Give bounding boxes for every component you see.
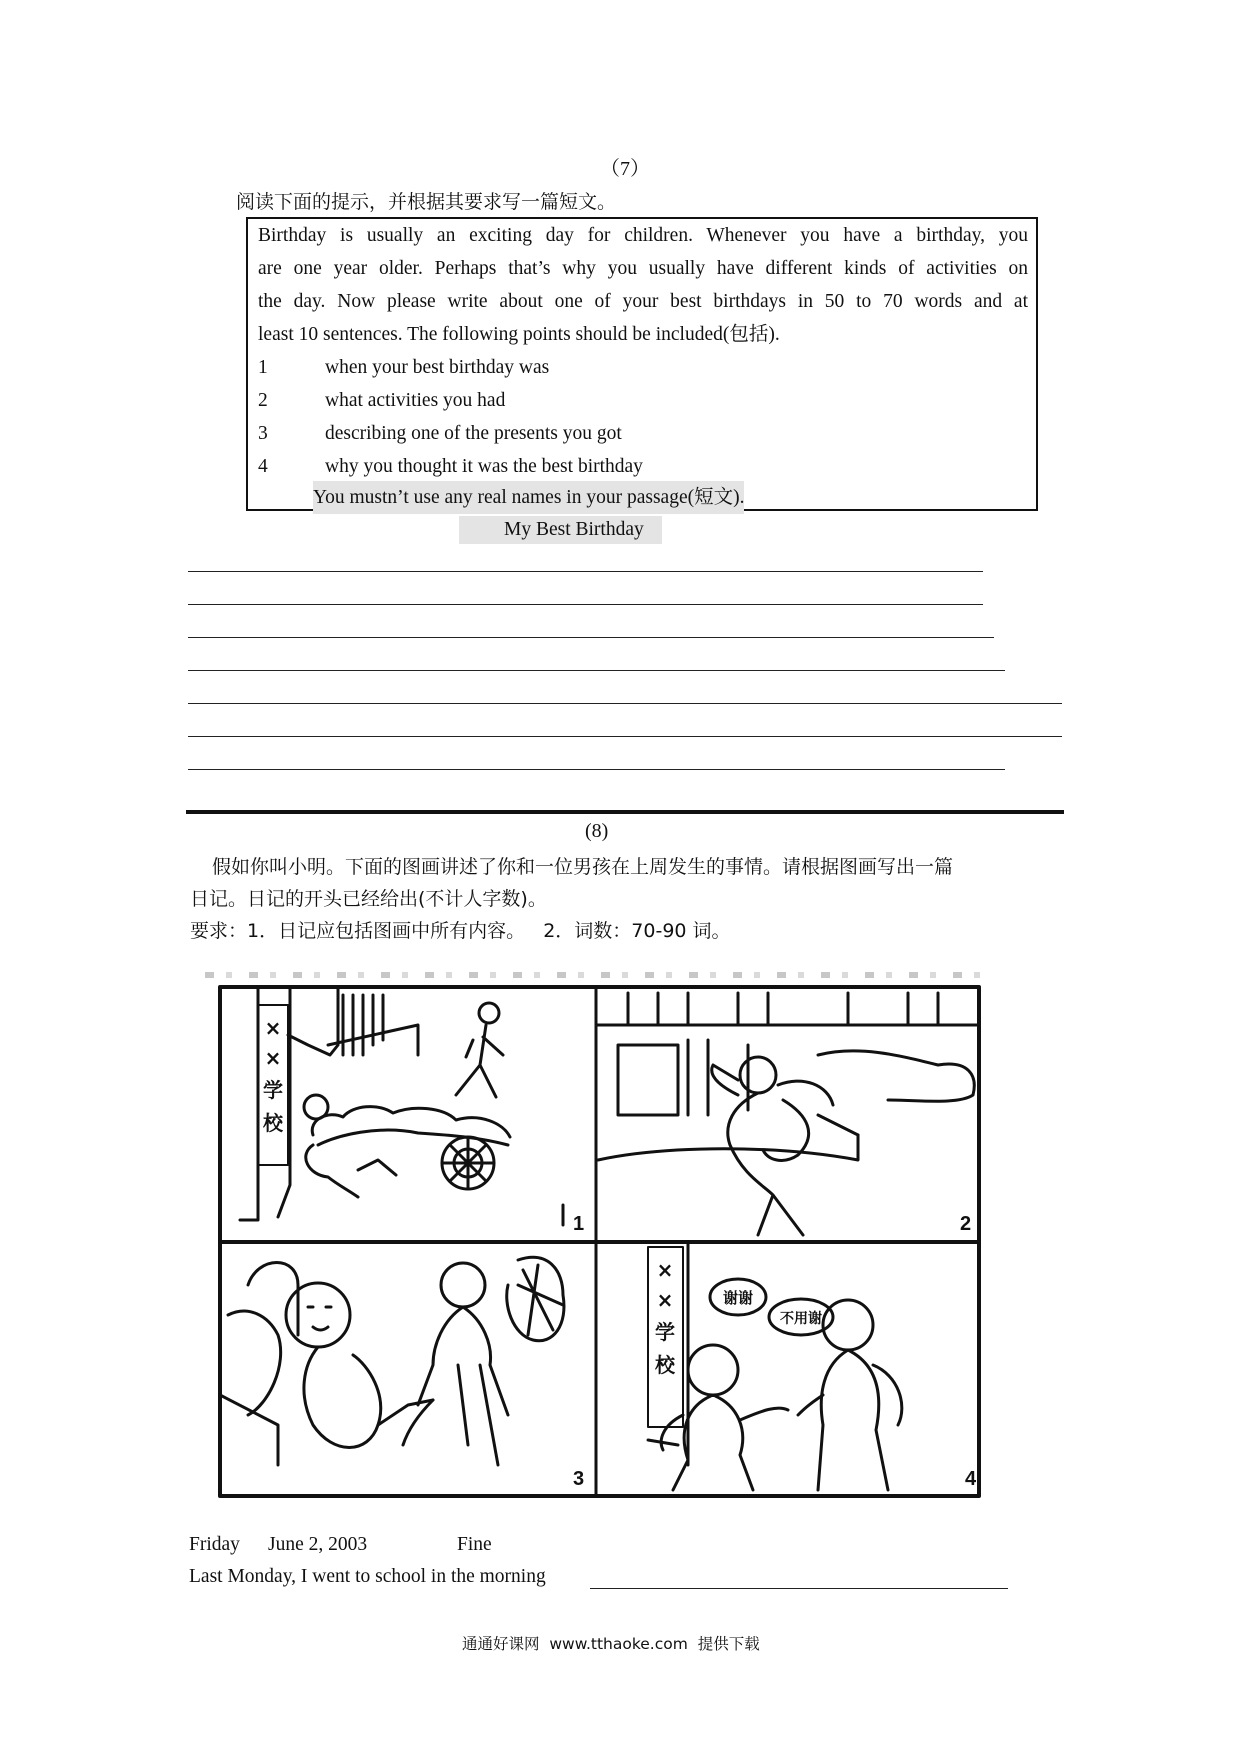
panel-3 bbox=[220, 1257, 564, 1465]
point-number: 2 bbox=[258, 390, 268, 411]
sign-char: × bbox=[264, 1016, 282, 1040]
writing-line bbox=[188, 703, 1062, 704]
section-8-requirements: 要求：1．日记应包括图画中所有内容。 2．词数：70-90 词。 bbox=[190, 920, 731, 942]
writing-line bbox=[188, 571, 983, 572]
writing-line bbox=[188, 637, 994, 638]
writing-line bbox=[188, 670, 1005, 671]
prompt-line-2: are one year older. Perhaps that’s why you usually have different kinds of activities on bbox=[258, 258, 1028, 279]
sign-char: 校 bbox=[263, 1111, 283, 1135]
prompt-line-1: Birthday is usually an exciting day for children. Whenever you have a birthday, you bbox=[258, 225, 1028, 246]
prompt-box bbox=[246, 217, 1038, 511]
panel-number: 2 bbox=[960, 1213, 972, 1235]
panel-number: 3 bbox=[573, 1468, 585, 1490]
sign-char: 校 bbox=[655, 1353, 675, 1377]
page-footer: 通通好课网 www.tthaoke.com 提供下载 bbox=[462, 1635, 760, 1653]
speech-bubble-reply: 不用谢 bbox=[780, 1311, 822, 1327]
diary-start: Last Monday, I went to school in the morning bbox=[189, 1566, 546, 1587]
point-text: what activities you had bbox=[325, 390, 506, 411]
scan-residue bbox=[205, 972, 980, 978]
section-7-instruction: 阅读下面的提示，并根据其要求写一篇短文。 bbox=[236, 191, 617, 213]
panel-4 bbox=[648, 1242, 902, 1490]
essay-title: My Best Birthday bbox=[504, 519, 644, 540]
section-8-instruction-1: 假如你叫小明。下面的图画讲述了你和一位男孩在上周发生的事情。请根据图画写出一篇 bbox=[212, 856, 954, 878]
diary-day: Friday bbox=[189, 1534, 240, 1555]
sign-char: × bbox=[656, 1288, 674, 1312]
writing-line bbox=[188, 769, 1005, 770]
sign-char: × bbox=[656, 1258, 674, 1282]
comic-illustration bbox=[218, 985, 981, 1498]
prompt-line-3: the day. Now please write about one of your best birthdays in 50 to 70 words and at bbox=[258, 291, 1028, 312]
panel-number: 1 bbox=[573, 1213, 585, 1235]
point-number: 1 bbox=[258, 357, 268, 378]
prompt-note: You mustn’t use any real names in your passage(短文). bbox=[313, 481, 744, 514]
speech-bubble-thanks: 谢谢 bbox=[722, 1289, 754, 1307]
point-text: why you thought it was the best birthday bbox=[325, 456, 643, 477]
section-8-number: (8) bbox=[585, 820, 609, 842]
sign-char: 学 bbox=[263, 1078, 283, 1102]
sign-char: × bbox=[264, 1046, 282, 1070]
diary-date: June 2, 2003 bbox=[268, 1534, 368, 1555]
prompt-line-4: least 10 sentences. The following points should be included(包括). bbox=[258, 324, 780, 345]
point-text: describing one of the presents you got bbox=[325, 423, 622, 444]
point-number: 3 bbox=[258, 423, 268, 444]
section-8-instruction-2: 日记。日记的开头已经给出(不计人字数)。 bbox=[190, 888, 547, 910]
comic-strip bbox=[218, 985, 981, 1498]
writing-line bbox=[188, 736, 1062, 737]
section-7-number: （7） bbox=[600, 158, 650, 180]
diary-weather: Fine bbox=[457, 1534, 492, 1555]
essay-title-bar bbox=[459, 516, 662, 544]
sign-char: 学 bbox=[655, 1320, 675, 1344]
point-number: 4 bbox=[258, 456, 268, 477]
point-text: when your best birthday was bbox=[325, 357, 550, 378]
panel-number: 4 bbox=[965, 1468, 977, 1490]
writing-line bbox=[188, 604, 983, 605]
section-divider bbox=[186, 810, 1064, 814]
diary-continue-line bbox=[590, 1588, 1008, 1589]
panel-2 bbox=[596, 993, 978, 1235]
